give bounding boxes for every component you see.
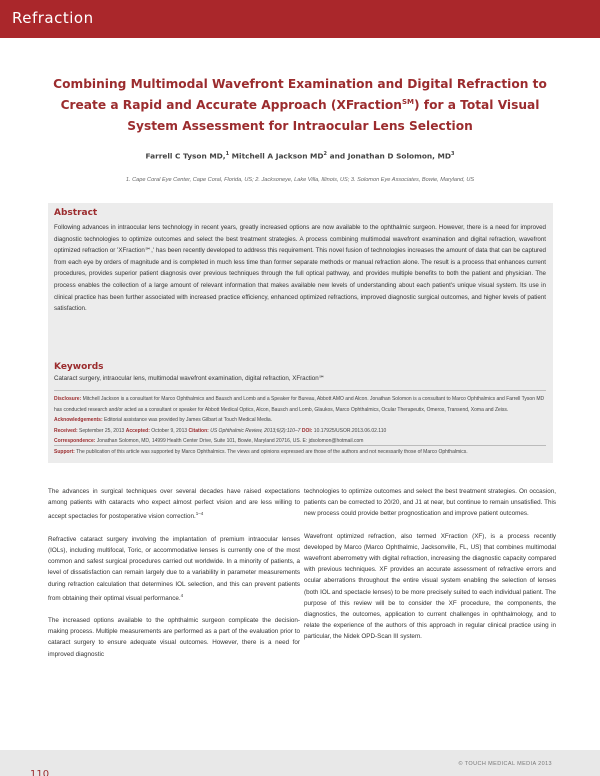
disclosure-block bbox=[54, 394, 546, 447]
received-label: Received: bbox=[54, 427, 78, 434]
paragraph-text: The advances in surgical techniques over several decades have raised expectations among patients with cataracts who expect almost perfect vision and are less willing to accept spectacles for postoperative vision correction. bbox=[48, 488, 300, 521]
ack-label: Acknowledgements: bbox=[54, 417, 103, 423]
divider bbox=[54, 445, 546, 446]
author-2: Mitchell A Jackson MD bbox=[229, 151, 324, 161]
copyright: © TOUCH MEDICAL MEDIA 2013 bbox=[458, 761, 552, 767]
section-title: Refraction bbox=[12, 9, 94, 27]
paragraph: Wavefront optimized refraction, also termed XFraction (XF), is a process recently developed by Marco (Marco Ophthalmic, Jacksonville, FL, US) that combines multimodal wavefront aberrometry with digital refraction, increasing the diagnostic capacity compared with previous techniques. XF provides an accurate assessment of refractive errors and ocular aberrations throughout the entire visual system enabling the selection of lenses (both IOL and spectacle lenses) to be more precisely suited to each individual patient. The purpose of this review will be to consider the XF procedure, the components, the diagnostics, the outcomes, application to current challenges in ophthalmology, and to relate the experience of the authors of this approach in regular clinical practice using in particular, the Nidek OPD-Scan III system. bbox=[304, 532, 556, 641]
article-title bbox=[48, 74, 552, 137]
author-list bbox=[60, 151, 540, 160]
support-text: The publication of this article was supported by Marco Ophthalmics. The views and opinions expressed are those of the authors and not necessarily those of Marco Ophthalmics. bbox=[74, 449, 468, 455]
abstract-text: Following advances in intraocular lens technology in recent years, greatly increased options are now available to the ophthalmic surgeon. However, there is a need for improved diagnostic technologies to optimize outcomes and select the best treatment strategies. A process combining multimodal wavefront examination and digital refraction, wavefront optimized refraction or 'XFraction℠,' has been recently developed to address this requirement. This novel fusion of technologies increases the amount of data that can be captured from each eye by orders of magnitude and is completed in much less time than former separate methods or manual refraction alone. The result is a process that enhances current procedures, provides superior patient diagnosis over previous techniques through the full optical pathway, and provides multiple benefits to both the patient and physician. The process enables the collection of a large amount of relevant information that makes available new levels of understanding about each patient's unique visual system. Its use in clinical practice has been further associated with increased practice efficiency, enhanced optimized refractions, improved diagnostic surgical outcomes, and higher levels of patient satisfaction. bbox=[54, 224, 546, 313]
paragraph bbox=[48, 486, 300, 523]
divider bbox=[54, 390, 546, 391]
page-number: 110 bbox=[30, 769, 50, 776]
title-part-2: ) for a Total Visual System Assessment for Intraocular Lens Selection bbox=[127, 98, 540, 133]
disclosure-text: Mitchell Jackson is a consultant for Marco Ophthalmics and Bausch and Lomb and a Speaker for Bureau, Abbott AMO and Alcon. Jonathan Solomon is a consultant to Marco Ophthalmics and Farrell Tyson MD has conducted research and/or acted as a consultant or speaker for Abbott Medical Optics, Alcon, Bausch and Lomb, Glaukos, Marco Ophthalmics, Ocular Therapeutix, Omeros, Transend, Xoma and Zeiss. bbox=[54, 396, 545, 413]
abstract-heading: Abstract bbox=[54, 208, 98, 218]
support-note bbox=[54, 449, 546, 455]
keywords-text: Cataract surgery, intraocular lens, multimodal wavefront examination, digital refraction, XFraction℠ bbox=[54, 375, 325, 382]
doi-label: DOI: bbox=[301, 427, 313, 434]
paragraph bbox=[48, 534, 300, 604]
correspondence-text: Jonathan Solomon, MD, 14999 Health Center Drive, Suite 101, Bowie, Maryland 20716, US. E: jdsolomon@hotmail.com bbox=[95, 438, 364, 444]
title-part-1: Combining Multimodal Wavefront Examination and Digital Refraction to Create a Rapid and Accurate Approach (XFraction bbox=[53, 77, 547, 112]
correspondence-label: Correspondence: bbox=[54, 438, 96, 444]
paragraph: technologies to optimize outcomes and select the best treatment strategies. On occasion, patients can be corrected to 20/20, and J1 at near, but continue to remain unsatisfied. This new process could provide better prognostication and improve patient outcomes. bbox=[304, 488, 556, 518]
author-3-affil: 3 bbox=[451, 151, 455, 157]
keywords-heading: Keywords bbox=[54, 362, 104, 372]
accepted-date: October 9, 2013 bbox=[149, 427, 189, 434]
affiliations: 1. Cape Coral Eye Center, Cape Coral, Florida, US; 2. Jacksoneye, Lake Villa, Illinois, US; 3. Solomon Eye Associates, Bowie, Maryland, US bbox=[125, 177, 475, 183]
support-label: Support: bbox=[54, 449, 75, 455]
citation-text: US Ophthalmic Review, 2013;6(2):110–7 bbox=[208, 427, 301, 434]
disclosure-label: Disclosure: bbox=[54, 396, 82, 402]
author-3: and Jonathan D Solomon, MD bbox=[327, 151, 452, 161]
received-date: September 25, 2013 bbox=[77, 427, 126, 434]
service-mark: SM bbox=[401, 98, 414, 106]
reference: 4 bbox=[180, 592, 184, 598]
author-1-affil: 1 bbox=[225, 151, 230, 157]
paragraph-text: Refractive cataract surgery involving the implantation of premium intraocular lenses (IOLs), including multifocal, Toric, or accommodative lenses is currently one of the most common and safest surgical procedures carried out worldwide. In a minority of patients, a level of dissatisfaction can remain largely due to a variability in parameter measurements during refraction calculation that determines IOL selection, and this can prevent patients from obtaining their optimal visual performance. bbox=[48, 535, 300, 602]
body-column-left bbox=[48, 486, 300, 671]
paragraph: The increased options available to the ophthalmic surgeon complicate the decision-making process. Multiple measurements are performed as a part of the evaluation prior to cataract surgery to ensure adequate visual outcomes. However, there is a need for improved diagnostic bbox=[48, 617, 300, 658]
reference: 1–4 bbox=[195, 511, 204, 517]
doi-link[interactable]: 10.17925/USOR.2013.06.02.110 bbox=[312, 427, 387, 434]
author-1: Farrell C Tyson MD, bbox=[145, 151, 226, 161]
author-2-affil: 2 bbox=[323, 151, 328, 157]
accepted-label: Accepted: bbox=[125, 427, 150, 434]
citation-label: Citation: bbox=[188, 427, 209, 434]
ack-text: Editorial assistance was provided by James Gilbart at Touch Medical Media. bbox=[102, 417, 273, 423]
body-column-right bbox=[304, 486, 556, 654]
